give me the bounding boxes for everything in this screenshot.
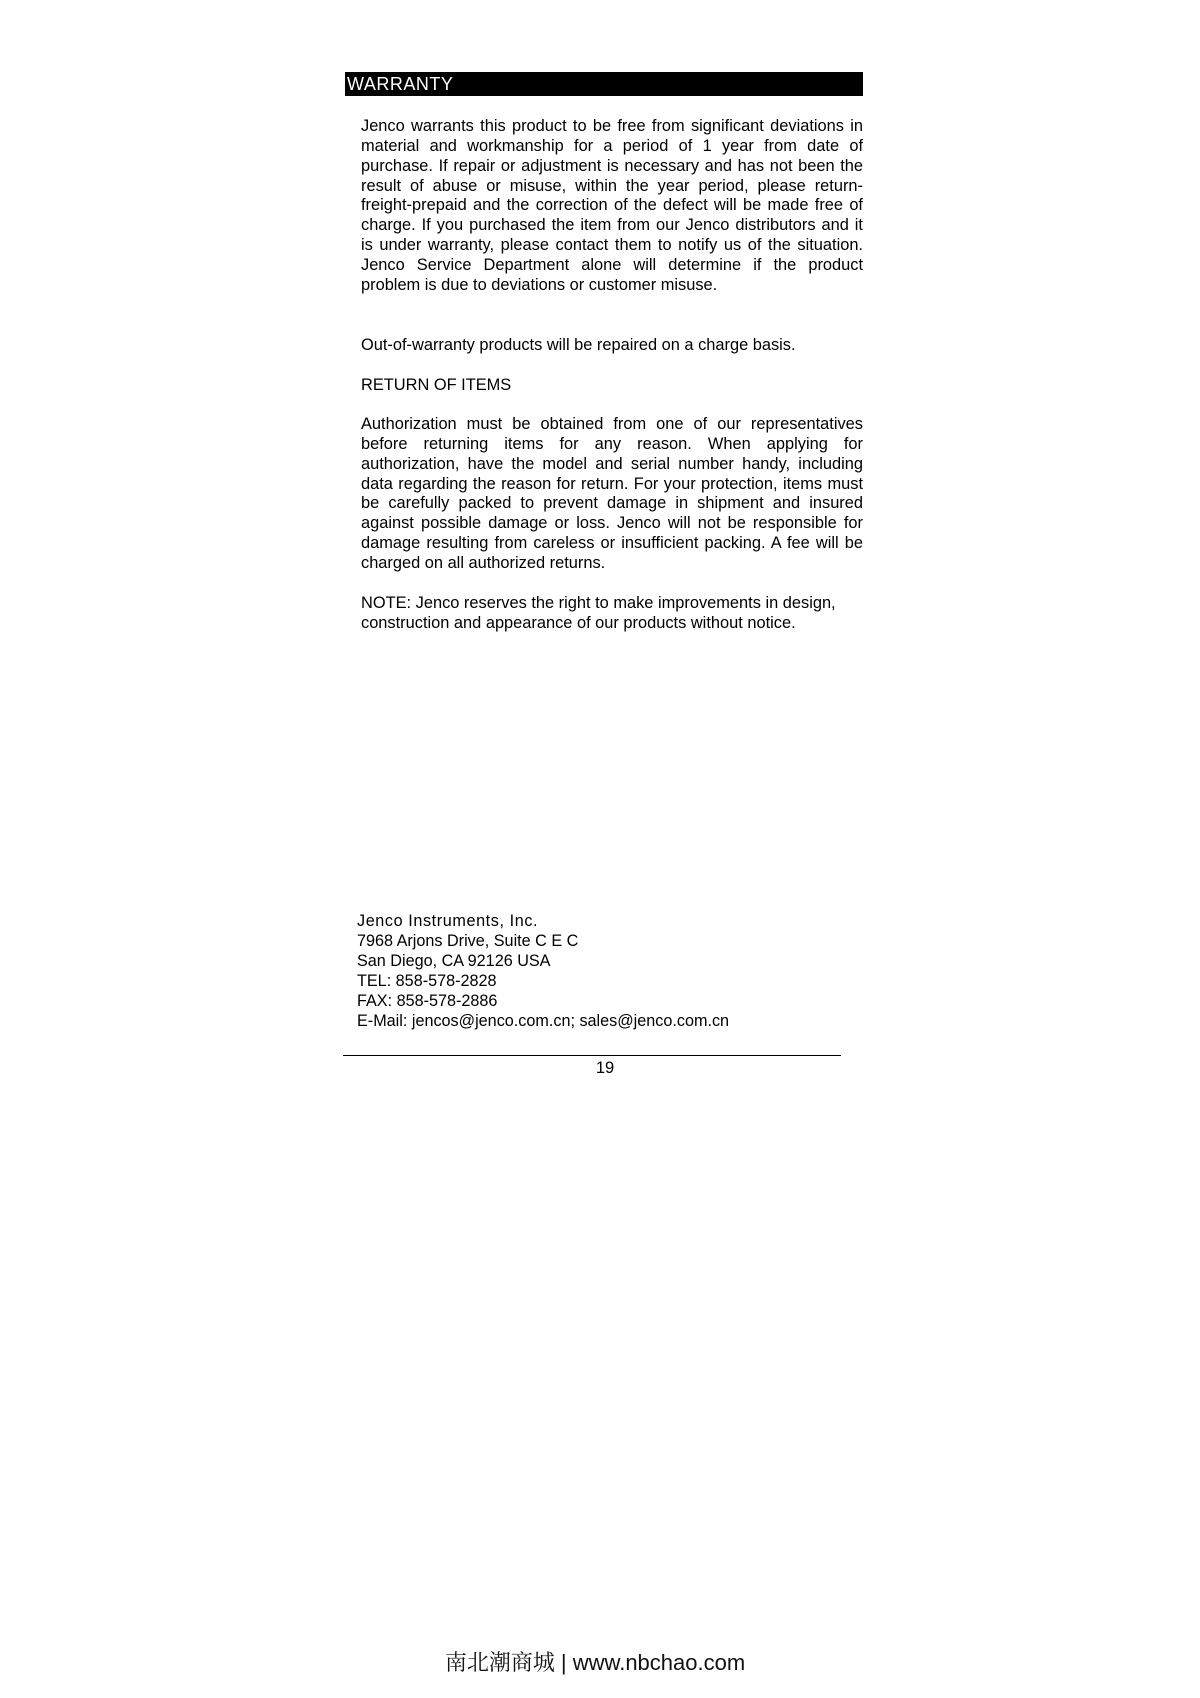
warranty-paragraph [361, 117, 863, 296]
address-city: San Diego, CA 92126 USA [357, 951, 551, 970]
address-fax: FAX: 858-578-2886 [357, 991, 498, 1010]
company-address-block [357, 912, 729, 1031]
note-text: NOTE: Jenco reserves the right to make improvements in design, construction and appearance of our products without notice. [361, 594, 836, 632]
authorization-text: Authorization must be obtained from one of our representatives before returning items for any reason. When applying for authorization, have the model and serial number handy, including data regarding the reason for return. For your protection, items must be carefully packed to prevent damage in shipment and insured against possible damage or loss. Jenco will not be responsible for damage resulting from careless or insufficient packing. A fee will be charged on all authorized returns. [361, 415, 863, 572]
site-watermark: 南北潮商城 | www.nbchao.com [444, 1650, 746, 1675]
authorization-paragraph [361, 415, 863, 574]
address-street: 7968 Arjons Drive, Suite C E C [357, 931, 579, 950]
out-of-warranty-paragraph [361, 336, 863, 356]
section-title-warranty: WARRANTY [345, 72, 863, 96]
address-email: E-Mail: jencos@jenco.com.cn; sales@jenco.com.cn [357, 1011, 730, 1030]
footer-divider [343, 1055, 841, 1056]
warranty-text: Jenco warrants this product to be free from significant deviations in material and workmanship for a period of 1 year from date of purchase. If repair or adjustment is necessary and has not been the result of abuse or misuse, within the year period, please return-freight-prepaid and the correction of the defect will be made free of charge. If you purchased the item from our Jenco distributors and it is under warranty, please contact them to notify us of the situation. Jenco Service Department alone will determine if the product problem is due to deviations or customer misuse. [361, 117, 863, 294]
page-number: 19 [595, 1059, 615, 1077]
address-tel: TEL: 858-578-2828 [357, 971, 497, 990]
company-name: Jenco Instruments, Inc. [357, 912, 539, 930]
note-paragraph [361, 594, 871, 634]
return-of-items-heading [361, 376, 863, 396]
return-heading-text: RETURN OF ITEMS [361, 376, 512, 394]
out-of-warranty-text: Out-of-warranty products will be repaired on a charge basis. [361, 336, 796, 354]
